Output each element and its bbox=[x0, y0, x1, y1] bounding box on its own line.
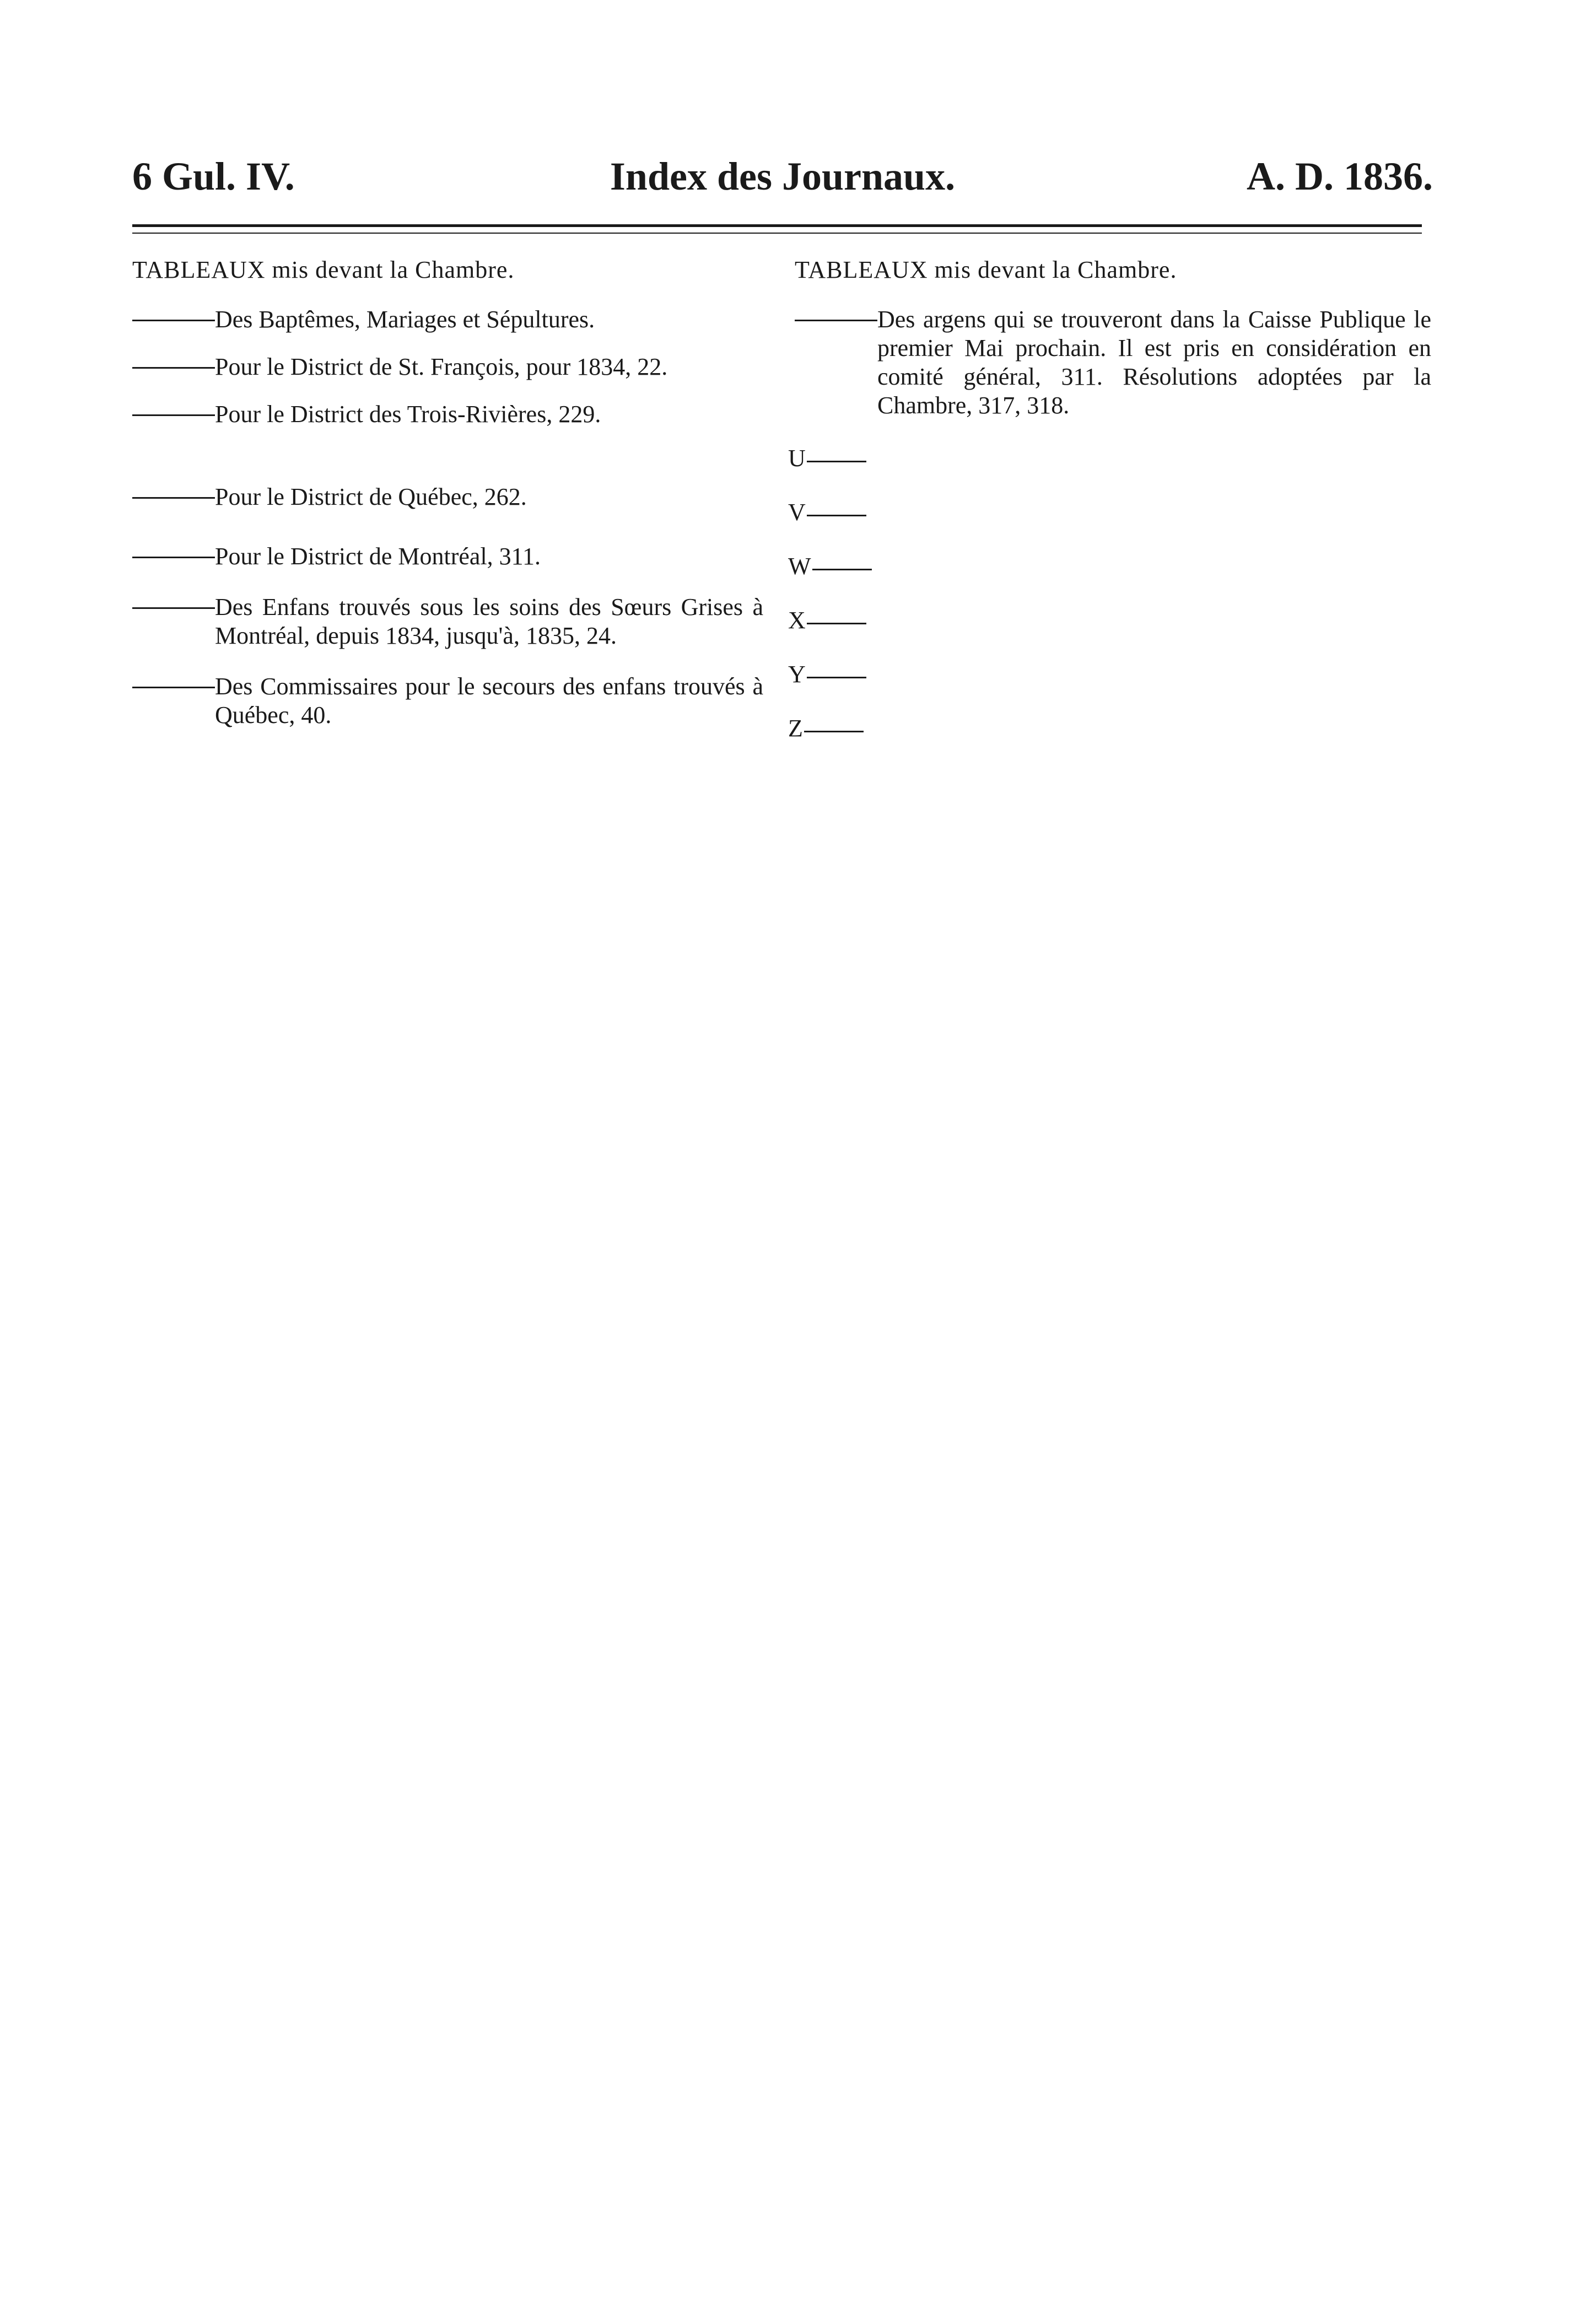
letter-dash bbox=[807, 677, 866, 678]
section-heading: TABLEAUX mis devant la Chambre. bbox=[795, 256, 1177, 283]
index-entry bbox=[132, 400, 763, 429]
letter-label: W bbox=[788, 553, 811, 580]
entry-text: Des argens qui se trouveront dans la Caisse Publique le premier Mai prochain. Il est pris en considération en comité général, 311. Résolutions adoptées par la Chambre, 317, 318. bbox=[877, 306, 1431, 419]
letter-heading bbox=[788, 498, 953, 552]
entry-dash bbox=[132, 320, 215, 321]
entry-dash bbox=[132, 497, 215, 499]
entry-text: Des Baptêmes, Mariages et Sépultures. bbox=[215, 306, 595, 333]
letter-heading bbox=[788, 660, 953, 714]
entry-dash bbox=[132, 367, 215, 369]
page-header bbox=[132, 149, 1433, 204]
index-entry bbox=[132, 305, 763, 334]
regnal-year: 6 Gul. IV. bbox=[132, 154, 295, 198]
index-entry bbox=[132, 542, 763, 571]
entry-dash bbox=[132, 557, 215, 558]
entry-text: Pour le District de St. François, pour 1834, 22. bbox=[215, 353, 668, 380]
letter-dash bbox=[812, 569, 872, 570]
index-entry bbox=[132, 483, 763, 511]
header-rule-thick bbox=[132, 224, 1422, 227]
letter-label: Y bbox=[788, 661, 806, 688]
left-column bbox=[132, 256, 763, 730]
letter-label: U bbox=[788, 445, 806, 472]
entry-text: Des Commissaires pour le secours des enfans trouvés à Québec, 40. bbox=[215, 673, 763, 729]
index-entry bbox=[795, 305, 1431, 420]
letter-heading bbox=[788, 606, 953, 660]
letter-headings bbox=[788, 444, 953, 768]
entry-text: Pour le District de Montréal, 311. bbox=[215, 543, 541, 570]
letter-label: V bbox=[788, 499, 806, 526]
page-title: Index des Journaux. bbox=[610, 154, 956, 198]
letter-dash bbox=[807, 461, 866, 462]
letter-label: X bbox=[788, 607, 806, 634]
header-rule-thin bbox=[132, 233, 1422, 234]
calendar-year: A. D. 1836. bbox=[1247, 154, 1433, 198]
letter-dash bbox=[807, 515, 866, 516]
index-entry bbox=[132, 672, 763, 730]
right-column bbox=[795, 256, 1431, 420]
section-heading: TABLEAUX mis devant la Chambre. bbox=[132, 256, 515, 283]
entry-text: Pour le District des Trois-Rivières, 229. bbox=[215, 401, 601, 428]
index-entry bbox=[132, 593, 763, 650]
entry-text: Pour le District de Québec, 262. bbox=[215, 483, 527, 510]
letter-heading bbox=[788, 714, 953, 768]
letter-dash bbox=[804, 731, 864, 732]
letter-heading bbox=[788, 444, 953, 498]
letter-heading bbox=[788, 552, 953, 606]
entry-dash bbox=[132, 607, 215, 609]
letter-label: Z bbox=[788, 715, 803, 742]
index-entry bbox=[132, 353, 763, 381]
entry-dash bbox=[795, 320, 877, 321]
entry-dash bbox=[132, 414, 215, 416]
letter-dash bbox=[807, 623, 866, 624]
entry-text: Des Enfans trouvés sous les soins des Sœurs Grises à Montréal, depuis 1834, jusqu'à, 1835, 24. bbox=[215, 594, 763, 649]
entry-dash bbox=[132, 687, 215, 688]
